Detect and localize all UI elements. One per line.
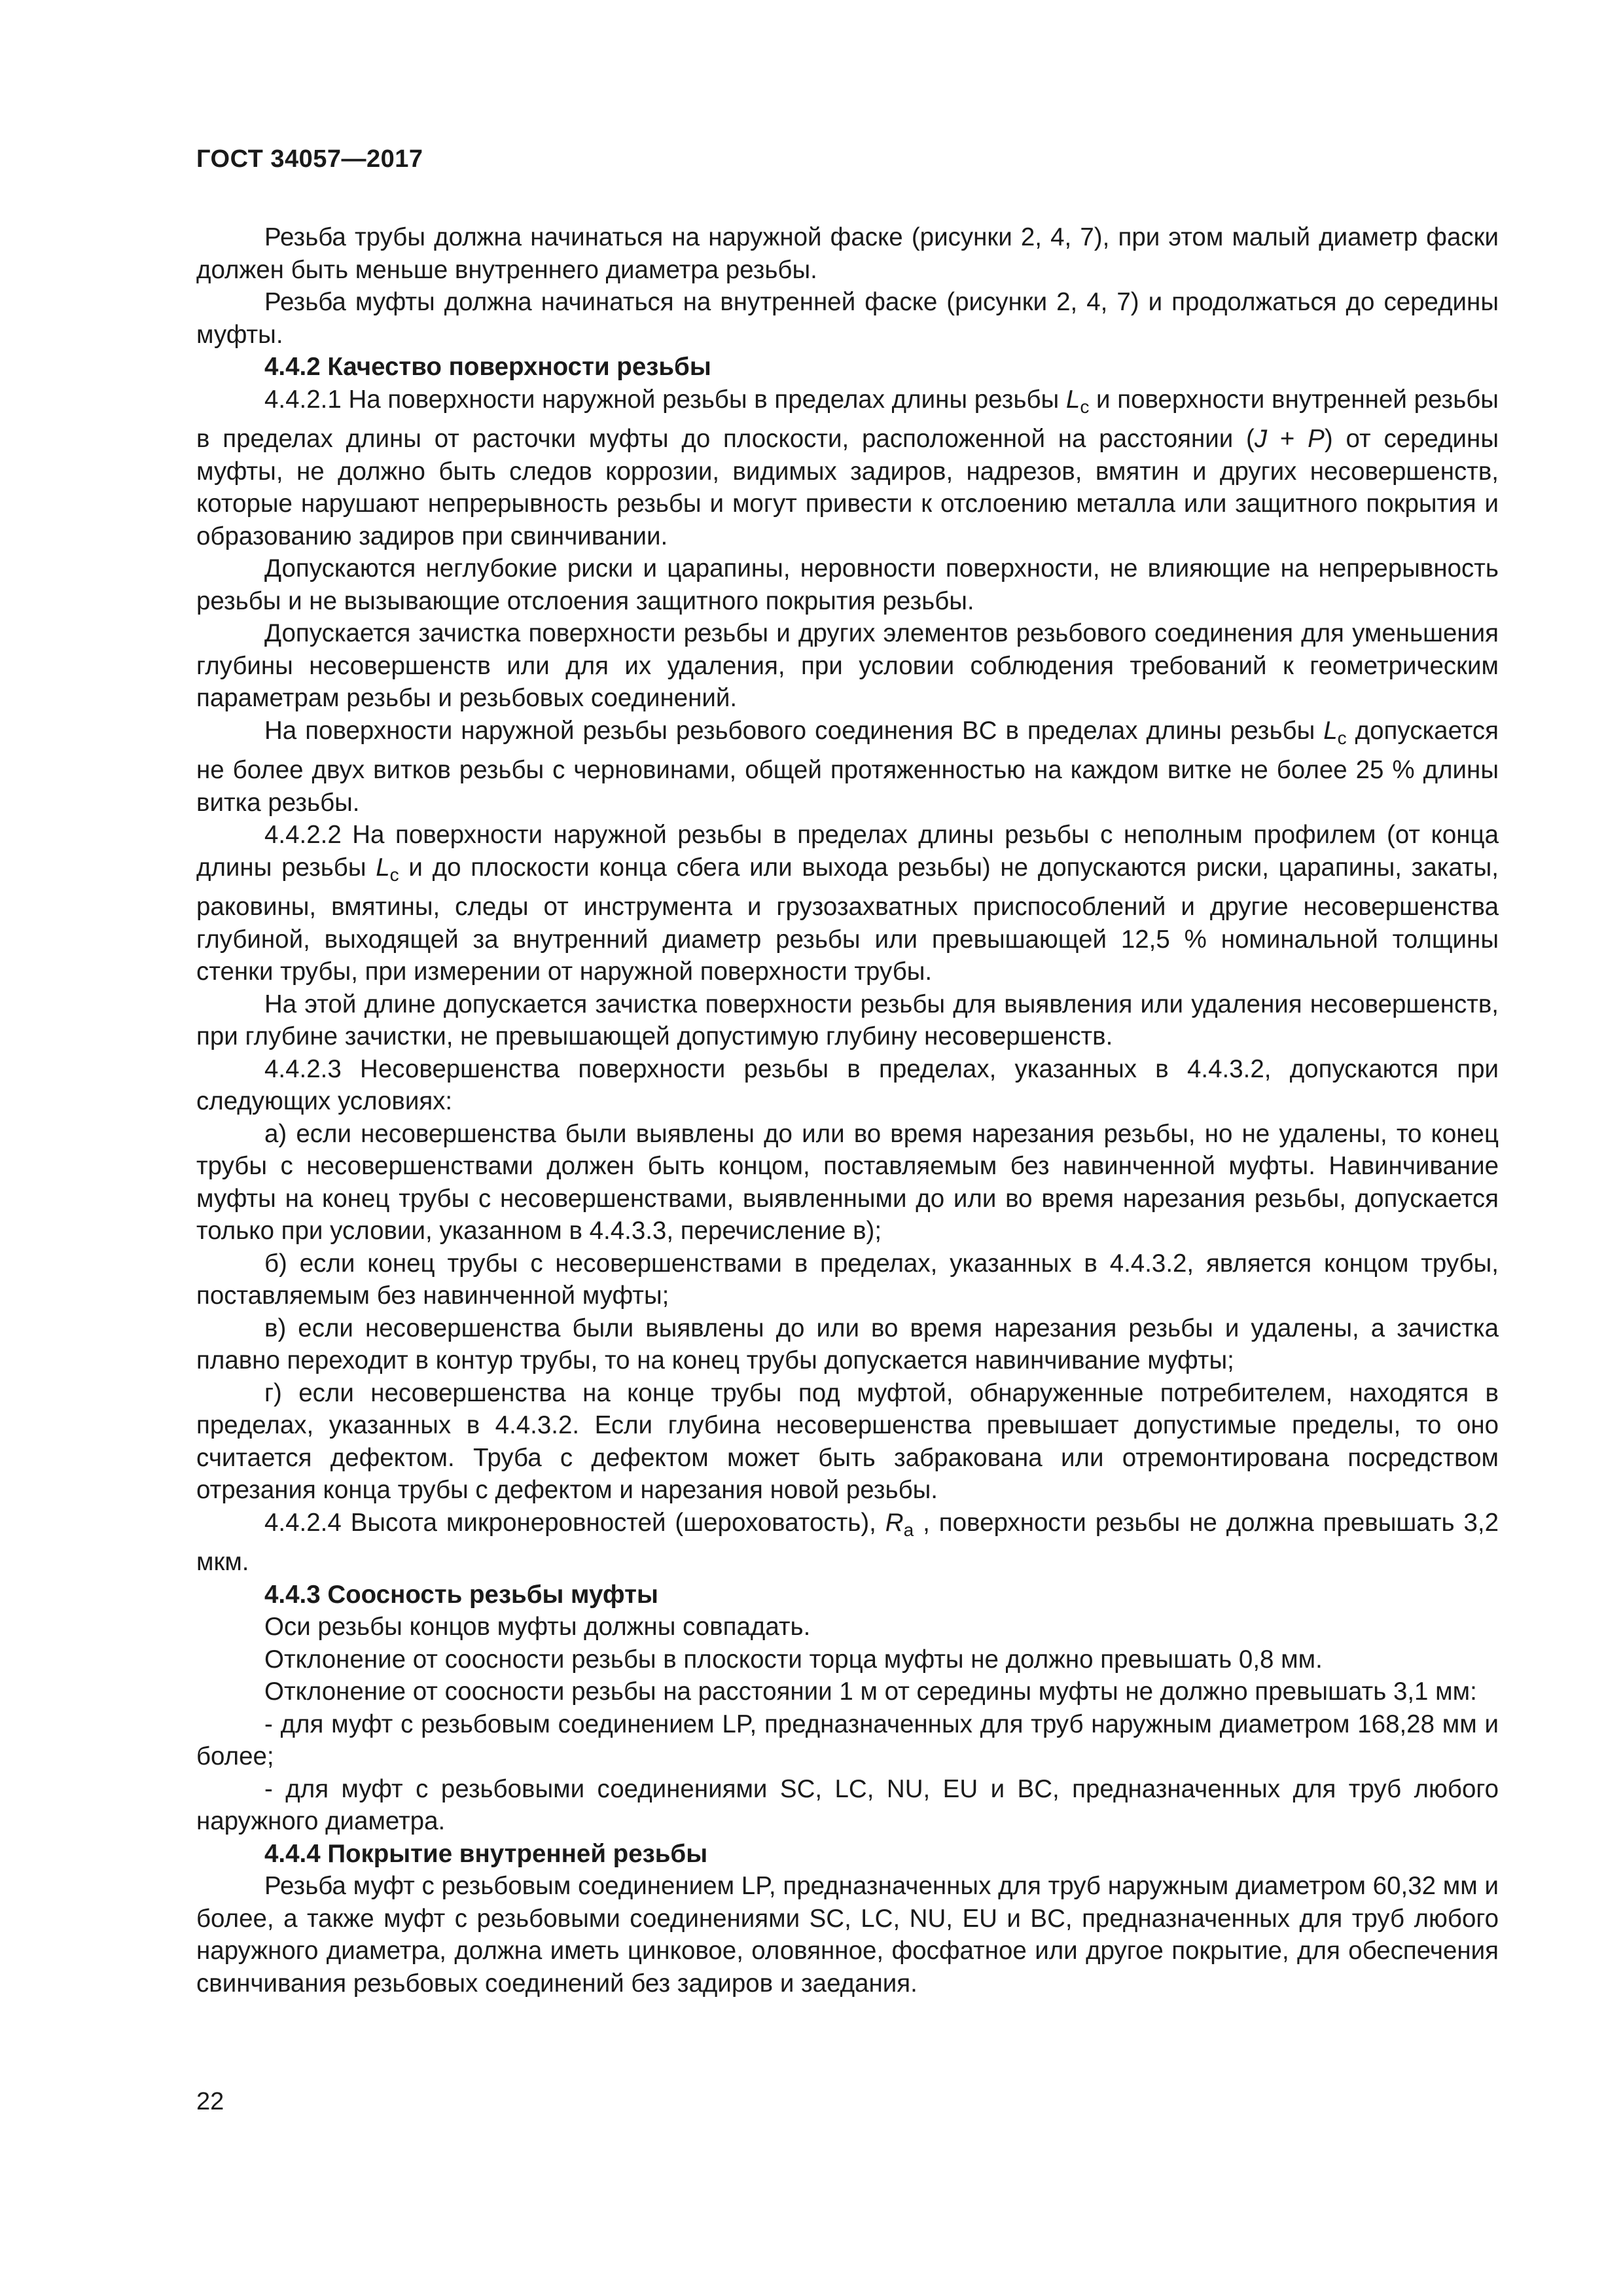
paragraph: Резьба муфт с резьбовым соединением LP, предназначенных для труб наружным диаметром 60,32 мм и более, а также муфт с резьбовыми соединениями SC, LC, NU, EU и BC, предназначенных для труб любого наружного диаметра, должна иметь цинковое, оловянное, фосфатное или другое покрытие, для обеспечения свинчивания резьбовых соединений без задиров и заедания. xyxy=(196,1872,1499,1998)
section-heading-4-4-4: 4.4.4 Покрытие внутренней резьбы xyxy=(264,1839,708,1868)
paragraph: Допускается зачистка поверхности резьбы и других элементов резьбового соединения для уменьшения глубины несовершенств или для их удаления, при условии соблюдения требований к геометрическим параметрам резьбы и резьбовых соединений. xyxy=(196,619,1499,712)
paragraph-4-4-2-2: 4.4.2.2 На поверхности наружной резьбы в пределах длины резьбы с неполным профилем (от конца длины резьбы $L_c$ и до плоскости конца сбега или выхода резьбы) не допускаются риски, царапины, закаты, раковины, вмятины, следы от инструмента и грузозахватных приспособлений и другие несовершенства глубиной, выходящей за внутренний диаметр резьбы или превышающей 12,5 % номинальной толщины стенки трубы, при измерении от наружной поверхности трубы. xyxy=(196,821,1499,986)
list-item-g: г) если несовершенства на конце трубы под муфтой, обнаруженные потребителем, находятся в пределах, указанных в 4.4.3.2. Если глубина несовершенства превышает допустимые пределы, то оно считается дефектом. Труба с дефектом может быть забракована или отремонтирована посредством отрезания конца трубы с дефектом и нарезания новой резьбы. xyxy=(196,1378,1499,1504)
list-item-v: в) если несовершенства были выявлены до или во время нарезания резьбы и удалены, а зачистка плавно переходит в контур трубы, то на конец трубы допускается навинчивание муфты; xyxy=(196,1314,1499,1374)
paragraph: Резьба муфты должна начинаться на внутренней фаске (рисунки 2, 4, 7) и продолжаться до середины муфты. xyxy=(196,288,1499,349)
section-heading-4-4-3: 4.4.3 Соосность резьбы муфты xyxy=(264,1580,658,1609)
paragraph-bc: На поверхности наружной резьбы резьбового соединения BC в пределах длины резьбы $L_c$ допускается не более двух витков резьбы с черновинами, общей протяженностью на каждом витке не более 25 % длины витка резьбы. xyxy=(196,716,1499,817)
list-item-b: б) если конец трубы с несовершенствами в пределах, указанных в 4.4.3.2, является концом трубы, поставляемым без навинченной муфты; xyxy=(196,1249,1499,1310)
section-heading-4-4-2: 4.4.2 Качество поверхности резьбы xyxy=(264,353,711,381)
paragraph: Резьба трубы должна начинаться на наружной фаске (рисунки 2, 4, 7), при этом малый диаметр фаски должен быть меньше внутреннего диаметра резьбы. xyxy=(196,223,1499,284)
paragraph-4-4-2-1: 4.4.2.1 На поверхности наружной резьбы в пределах длины резьбы $L_c$ и поверхности внутренней резьбы в пределах длины от расточки муфты до плоскости, расположенной на расстоянии (J + P) от середины муфты, не должно быть следов коррозии, видимых задиров, надрезов, вмятин и других несовершенств, которые нарушают непрерывность резьбы и могут привести к отслоению металла или защитного покрытия и образованию задиров при свинчивании. xyxy=(196,385,1499,550)
paragraph: Отклонение от соосности резьбы в плоскости торца муфты не должно превышать 0,8 мм. xyxy=(264,1645,1323,1674)
dash-list-item: - для муфт с резьбовыми соединениями SC, LC, NU, EU и BC, предназначенных для труб любого наружного диаметра. xyxy=(196,1774,1499,1835)
document-header: ГОСТ 34057—2017 xyxy=(196,145,423,173)
page-number: 22 xyxy=(196,2088,224,2115)
paragraph: На этой длине допускается зачистка поверхности резьбы для выявления или удаления несовершенств, при глубине зачистки, не превышающей допустимую глубину несовершенств. xyxy=(196,990,1499,1050)
paragraph: Отклонение от соосности резьбы на расстоянии 1 м от середины муфты не должно превышать 3,1 мм: xyxy=(264,1677,1477,1706)
document-body xyxy=(196,221,1499,2000)
paragraph-4-4-2-4: 4.4.2.4 Высота микронеровностей (шероховатость), $R_a$ , поверхности резьбы не должна превышать 3,2 мкм. xyxy=(196,1508,1499,1576)
list-item-a: а) если несовершенства были выявлены до или во время нарезания резьбы, но не удалены, то конец трубы с несовершенствами должен быть концом, поставляемым без навинченной муфты. Навинчивание муфты на конец трубы с несовершенствами, выявленными до или во время нарезания резьбы, допускается только при условии, указанном в 4.4.3.3, перечисление в); xyxy=(196,1119,1499,1245)
paragraph-4-4-2-3: 4.4.2.3 Несовершенства поверхности резьбы в пределах, указанных в 4.4.3.2, допускаются при следующих условиях: xyxy=(196,1054,1499,1115)
dash-list-item: - для муфт с резьбовым соединением LP, предназначенных для труб наружным диаметром 168,28 мм и более; xyxy=(196,1710,1499,1770)
paragraph: Оси резьбы концов муфты должны совпадать. xyxy=(264,1613,811,1641)
paragraph: Допускаются неглубокие риски и царапины, неровности поверхности, не влияющие на непрерывность резьбы и не вызывающие отслоения защитного покрытия резьбы. xyxy=(196,554,1499,615)
